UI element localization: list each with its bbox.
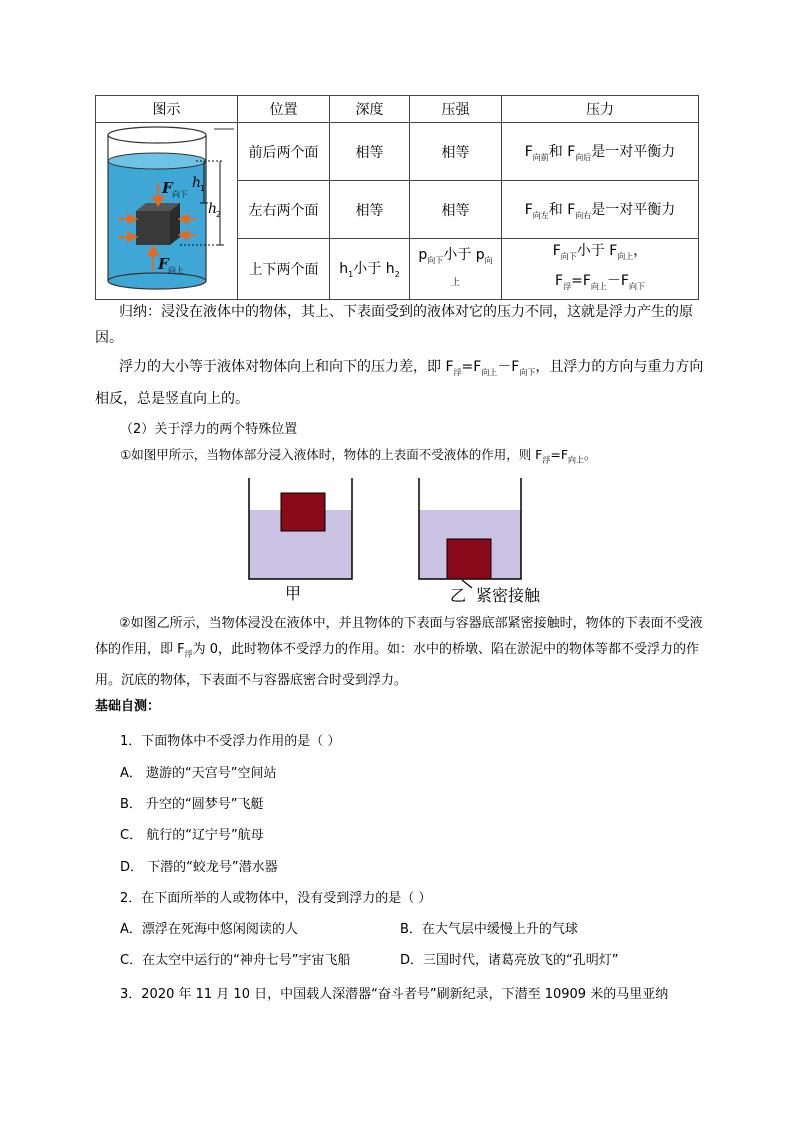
label-h1-sub: 1 <box>200 184 206 194</box>
cell-pressure-left-right: 相等 <box>410 181 502 239</box>
question-1-option-d: D． 下潜的“蛟龙号”潜水器 <box>120 860 278 875</box>
cell-depth-left-right: 相等 <box>330 181 410 239</box>
question-1-option-b: B． 升空的“圆梦号”飞艇 <box>120 797 264 812</box>
cell-pressure-front-back: 相等 <box>410 123 502 181</box>
special-positions-figure <box>240 476 570 606</box>
figure-yi <box>419 478 541 605</box>
case-2-paragraph: ②如图乙所示，当物体浸没在液体中，并且物体的下表面与容器底部紧密接触时，物体的下表面不受液体的作用，即 $F_浮$为 0，此时物体不受浮力的作用。如：水中的桥墩、陷在淤泥中的物体等都不受浮力的作用。沉底的物体，下表面不与容器底密合时受到浮力。 <box>95 616 703 688</box>
case-1-text: ①如图甲所示，当物体部分浸入液体时，物体的上表面不受液体的作用，则 $F_浮=F_{向上}$。 <box>120 447 597 465</box>
question-1-option-a: A． 遨游的“天宫号”空间站 <box>120 766 277 781</box>
question-2-option-d: D．三国时代，诸葛亮放飞的“孔明灯” <box>400 953 619 968</box>
label-contact: 紧密接触 <box>476 586 541 605</box>
label-up-sub: 向上 <box>168 266 184 276</box>
label-jia: 甲 <box>285 584 302 603</box>
question-2-option-a: A．漂浮在死海中悠闲阅读的人 <box>120 922 298 937</box>
label-f-down: F <box>162 179 173 198</box>
summary-paragraph: 归纳：浸没在液体中的物体，其上、下表面受到的液体对它的压力不同，这就是浮力产生的原因。 <box>95 304 693 346</box>
cell-position-top-bottom: 上下两个面 <box>238 239 330 300</box>
immersed-block-figure <box>96 123 236 298</box>
beaker-bottom <box>108 273 206 289</box>
cell-pressure-top-bottom: $p_{向下}$小于 $p_向$ 上 <box>410 239 502 300</box>
beaker-rim <box>108 127 206 143</box>
figure-cell <box>96 123 238 300</box>
block-jia <box>281 493 325 531</box>
cell-force-front-back: $F_{向前}$和 $F_{向后}$是一对平衡力 <box>502 123 699 181</box>
label-yi: 乙 <box>450 586 467 605</box>
header-figure: 图示 <box>96 96 238 123</box>
question-2-option-c: C．在太空中运行的“神舟七号”宇宙飞船 <box>120 953 351 968</box>
cell-position-front-back: 前后两个面 <box>238 123 330 181</box>
cell-depth-top-bottom: $h_1$小于 $h_2$ <box>330 239 410 300</box>
label-h1: h <box>192 175 202 192</box>
question-1-option-c: C． 航行的“辽宁号”航母 <box>120 828 264 843</box>
liquid-surface <box>108 153 206 169</box>
figure-jia <box>249 478 352 603</box>
cell-depth-front-back: 相等 <box>330 123 410 181</box>
header-force: 压力 <box>502 96 699 123</box>
table-header-row <box>96 96 699 123</box>
question-1-stem: 1．下面物体中不受浮力作用的是（ ） <box>120 734 341 749</box>
question-2-option-b: B．在大气层中缓慢上升的气球 <box>400 922 578 937</box>
block-front <box>136 211 170 245</box>
cell-force-top-bottom: $F_{向下}$小于 $F_{向上}$， $F_浮=F_{向上}-F_{向下}$ <box>502 239 699 300</box>
pressure-table <box>95 95 699 300</box>
header-depth: 深度 <box>330 96 410 123</box>
cell-force-left-right: $F_{向左}$和 $F_{向右}$是一对平衡力 <box>502 181 699 239</box>
header-pressure: 压强 <box>410 96 502 123</box>
buoyancy-paragraph: 浮力的大小等于液体对物体向上和向下的压力差，即 $F_浮=F_{向上}-F_{向下}$，且浮力的方向与重力方向相反，总是竖直向上的。 <box>95 359 704 407</box>
question-2-stem: 2．在下面所举的人或物体中，没有受到浮力的是（ ） <box>120 891 432 906</box>
section-2-heading: （2）关于浮力的两个特殊位置 <box>120 422 298 437</box>
self-test-heading: 基础自测： <box>95 699 161 714</box>
block-yi <box>447 539 491 579</box>
question-3-stem: 3．2020 年 11 月 10 日，中国载人深潜器“奋斗者号”刷新纪录，下潜至 10909 米的马里亚纳 <box>120 987 669 1002</box>
table-row <box>96 123 699 181</box>
label-h2-sub: 2 <box>216 210 222 220</box>
label-h2: h <box>208 201 218 218</box>
cell-position-left-right: 左右两个面 <box>238 181 330 239</box>
header-position: 位置 <box>238 96 330 123</box>
label-f-up: F <box>158 255 169 274</box>
label-down-sub: 向下 <box>172 190 188 200</box>
